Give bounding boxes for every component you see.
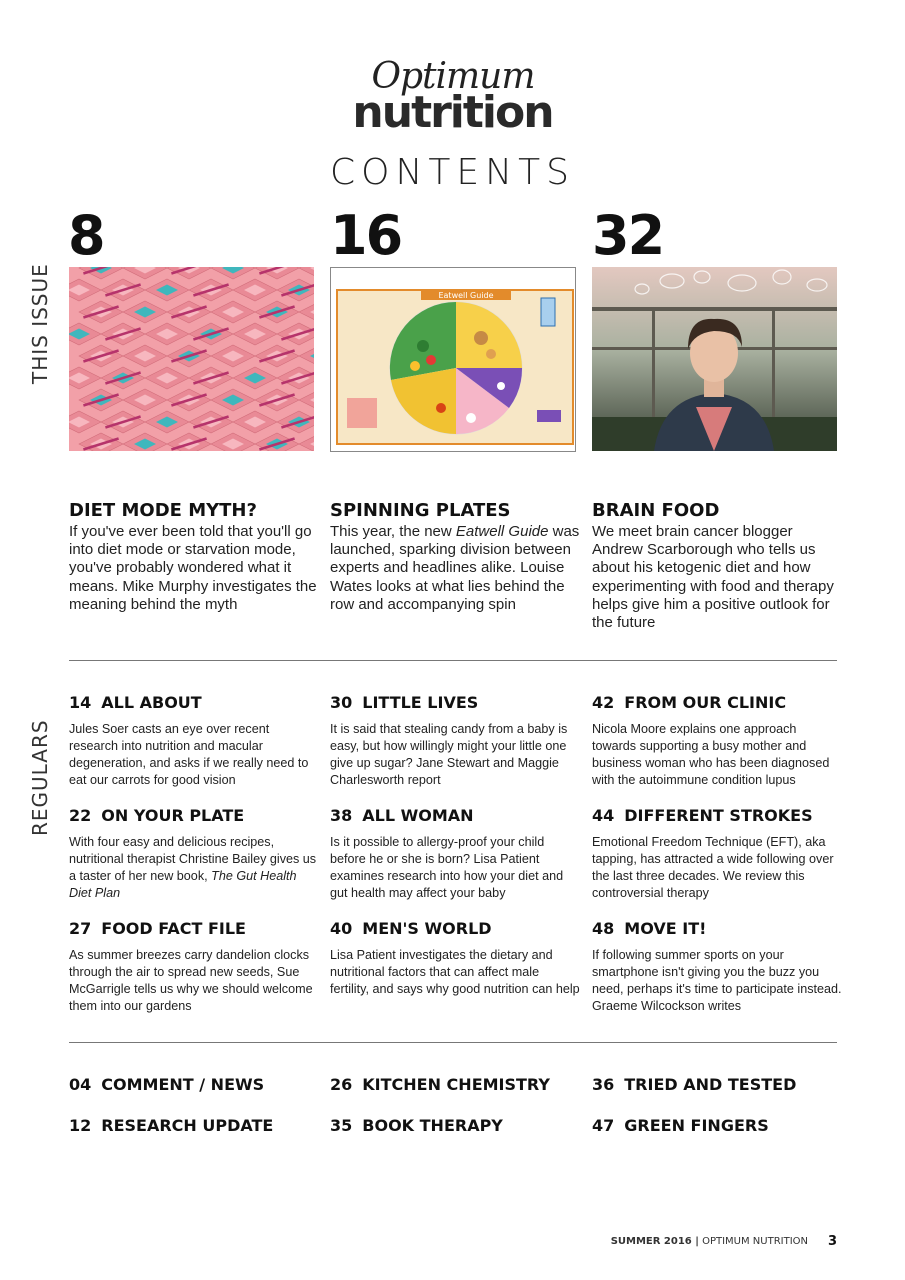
eatwell-guide-heading: Eatwell Guide — [438, 291, 494, 300]
contents-item[interactable] — [69, 1116, 273, 1135]
contents-item[interactable] — [69, 1075, 264, 1094]
feature-title[interactable]: SPINNING PLATES — [330, 500, 511, 521]
regular-heading[interactable] — [592, 919, 706, 938]
regular-description: It is said that stealing candy from a baby is easy, but how willingly might your little one give up sugar? Jane Stewart and Maggie Charlesworth report — [330, 722, 568, 787]
regular-page-number: 48 — [592, 919, 615, 938]
regular-page-number: 42 — [592, 693, 615, 712]
item-title: COMMENT / NEWS — [101, 1075, 265, 1094]
regular-page-number: 30 — [330, 693, 353, 712]
item-page-number: 35 — [330, 1116, 353, 1135]
regular-title: ON YOUR PLATE — [101, 806, 245, 825]
page-footer — [611, 1236, 808, 1247]
regular-heading[interactable] — [330, 806, 474, 825]
logo-script-text: Optimum — [371, 56, 535, 97]
item-page-number: 47 — [592, 1116, 615, 1135]
regular-heading[interactable] — [69, 693, 202, 712]
feature-title[interactable]: BRAIN FOOD — [592, 500, 720, 521]
item-title: KITCHEN CHEMISTRY — [362, 1075, 550, 1094]
item-title: TRIED AND TESTED — [624, 1075, 797, 1094]
portrait-photo-illustration — [592, 267, 837, 451]
item-title: RESEARCH UPDATE — [101, 1116, 274, 1135]
regular-title: MEN'S WORLD — [362, 919, 492, 938]
regular-heading[interactable] — [592, 693, 786, 712]
regular-description: Nicola Moore explains one approach towards supporting a busy mother and business woman who has been diagnosed with the autoimmune condition lupus — [592, 722, 830, 787]
regular-page-number: 40 — [330, 919, 353, 938]
section-label-regulars: REGULARS — [28, 719, 52, 836]
regular-description: If following summer sports on your smartphone isn't giving you the buzz you need, perhaps it's time to participate instead. Graeme Wilcockson writes — [592, 948, 842, 1013]
regular-title: FOOD FACT FILE — [101, 919, 246, 938]
contents-item[interactable] — [592, 1116, 769, 1135]
feature-description: We meet brain cancer blogger Andrew Scarborough who tells us about his ketogenic diet and how experimenting with food and therapy helps give him a positive outlook for the future — [592, 523, 834, 632]
contents-item[interactable] — [592, 1075, 796, 1094]
footer-magazine-name: OPTIMUM NUTRITION — [698, 1236, 808, 1247]
regular-title: ALL WOMAN — [362, 806, 474, 825]
section-divider — [69, 1042, 837, 1043]
diet-boxes-illustration — [69, 267, 314, 451]
regular-description: Emotional Freedom Technique (EFT), aka tapping, has attracted a wide following over the last three decades. We review this controversial therapy — [592, 835, 834, 900]
magazine-logo — [340, 58, 565, 138]
regular-description-text: With four easy and delicious recipes, nutritional therapist Christine Bailey gives us a taster of her new book, — [69, 835, 317, 883]
section-divider — [69, 660, 837, 661]
regular-heading[interactable] — [69, 919, 246, 938]
regular-description: Is it possible to allergy-proof your child before he or she is born? Lisa Patient examines research into how your diet and gut health may affect your baby — [330, 835, 564, 900]
feature-description-text: This year, the new — [330, 523, 456, 540]
item-title: GREEN FINGERS — [624, 1116, 769, 1135]
regular-title: FROM OUR CLINIC — [624, 693, 787, 712]
logo-main-text: nutrition — [352, 87, 553, 138]
feature-page-number: 8 — [68, 204, 104, 267]
footer-issue: SUMMER 2016 | — [610, 1236, 699, 1247]
regular-description: Jules Soer casts an eye over recent research into nutrition and macular degeneration, and asks if we really need to eat our carrots for good vision — [69, 722, 309, 787]
contents-item[interactable] — [330, 1116, 503, 1135]
item-page-number: 36 — [592, 1075, 615, 1094]
item-page-number: 26 — [330, 1075, 353, 1094]
feature-image-portrait — [592, 267, 837, 451]
regular-page-number: 22 — [69, 806, 92, 825]
feature-image-diet-boxes — [69, 267, 314, 451]
regular-description: Lisa Patient investigates the dietary and nutritional factors that can affect male fertility, and says why good nutrition can help — [330, 948, 580, 996]
regular-description-emphasis: The Gut Health Diet Plan — [69, 869, 297, 900]
regular-page-number: 38 — [330, 806, 353, 825]
regular-page-number: 44 — [592, 806, 615, 825]
regular-title: ALL ABOUT — [101, 693, 202, 712]
section-label-this-issue: THIS ISSUE — [28, 263, 52, 384]
item-title: BOOK THERAPY — [362, 1116, 503, 1135]
page-number: 3 — [828, 1234, 838, 1249]
item-page-number: 04 — [69, 1075, 92, 1094]
regular-title: LITTLE LIVES — [362, 693, 479, 712]
regular-page-number: 27 — [69, 919, 92, 938]
regular-title: DIFFERENT STROKES — [624, 806, 813, 825]
feature-image-eatwell-guide — [330, 267, 576, 452]
regular-description: As summer breezes carry dandelion clocks through the air to spread new seeds, Sue McGarrigle tells us why we should welcome them into our gardens — [69, 948, 313, 1013]
page-title: CONTENTS — [330, 152, 575, 193]
feature-page-number: 16 — [330, 204, 402, 267]
contents-item[interactable] — [330, 1075, 550, 1094]
regular-title: MOVE IT! — [624, 919, 707, 938]
regular-heading[interactable] — [592, 806, 813, 825]
feature-description-emphasis: Eatwell Guide — [455, 523, 549, 540]
regular-description — [69, 834, 319, 902]
regular-heading[interactable] — [330, 693, 478, 712]
regular-heading[interactable] — [330, 919, 492, 938]
feature-page-number: 32 — [592, 204, 664, 267]
regular-heading[interactable] — [69, 806, 244, 825]
item-page-number: 12 — [69, 1116, 92, 1135]
regular-page-number: 14 — [69, 693, 92, 712]
eatwell-plate-illustration — [331, 268, 575, 451]
feature-title[interactable]: DIET MODE MYTH? — [69, 500, 257, 521]
feature-description: If you've ever been told that you'll go into diet mode or starvation mode, you've probably wondered what it means. Mike Murphy investigates the meaning behind the myth — [69, 523, 317, 613]
feature-description — [330, 523, 580, 614]
feature-description-text: was launched, sparking division between experts and headlines alike. Louise Wates looks at what lies behind the row and accompanying spin — [330, 523, 580, 613]
